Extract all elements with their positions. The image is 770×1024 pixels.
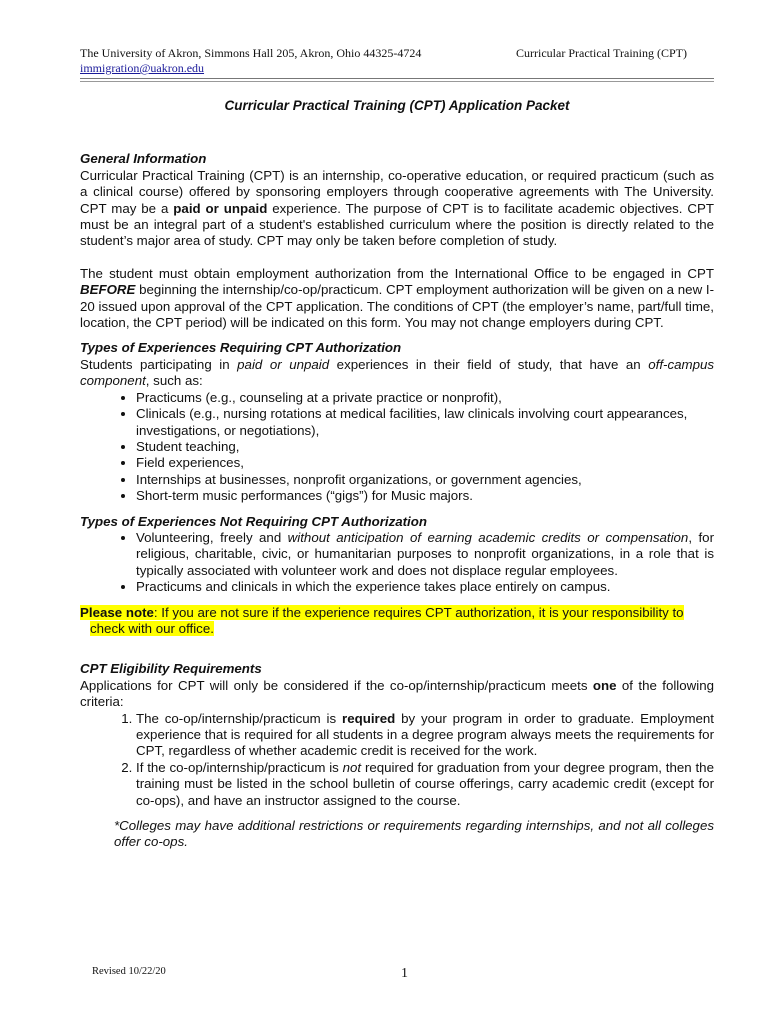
not-requiring-heading: Types of Experiences Not Requiring CPT Authorization [80,513,427,529]
text-run: , for religious, charitable, civic, or humanitarian purposes to nonprofit organizations, in a role that is typically associated with volunteer work and does not displace regular employees. [136,529,715,578]
list-item: • Clinicals (e.g., nursing rotations at medical facilities, law clinicals involving court appearances, investigations, or negotiations), [136,406,714,439]
list-item [136,760,714,809]
italic-text: not [342,759,362,775]
please-note-callout [80,605,714,638]
list-item: • Practicums and clinicals in which the experience takes place entirely on campus. [136,579,714,595]
italic-text: paid or unpaid [237,356,330,372]
list-item: • Field experiences, [136,455,714,471]
emphasis-text: required [342,710,396,726]
not-requiring-list [80,530,714,596]
list-item [136,711,714,760]
text-run: The student must obtain employment authorization from the International Office to be engaged in CPT [80,265,714,281]
note-label: Please note [80,604,154,620]
note-text: : If you are not sure if the experience requires CPT authorization, it is your responsibility to [153,604,684,620]
header-divider [80,78,714,82]
page-title: Curricular Practical Training (CPT) Application Packet [224,98,570,113]
list-item: • Short-term music performances (“gigs”) for Music majors. [136,488,714,504]
text-run: Volunteering, freely and [136,529,288,545]
text-run: Curricular Practical Training (CPT) is an internship, co-operative education, or required practicum (such as a clinical course) offered by sponsoring employers through cooperative agreements with The University. CPT may be a [80,167,714,216]
general-info-paragraph-1 [80,168,714,250]
revision-date: Revised 10/22/20 [92,966,166,977]
header-doc-label: Curricular Practical Training (CPT) [516,46,687,60]
text-run: If the co-op/internship/practicum is [136,759,343,775]
eligibility-intro [80,678,714,711]
text-run: , such as: [145,373,203,389]
italic-text: without anticipation of earning academic credits or compensation [287,529,689,545]
list-item [136,530,714,579]
emphasis-text: BEFORE [80,282,136,298]
italic-text: off-campus component [80,356,715,389]
requiring-list [80,390,714,505]
eligibility-list [80,711,714,809]
emphasis-text: one [592,677,617,693]
requiring-intro [80,357,714,390]
text-run: experiences in their field of study, that have an [329,356,649,372]
text-run: Applications for CPT will only be considered if the co-op/internship/practicum meets [80,677,593,693]
text-run: of the following criteria: [80,677,714,710]
text-run: Students participating in [80,356,238,372]
list-item: • Student teaching, [136,439,714,455]
text-run: beginning the internship/co-op/practicum. CPT employment authorization will be given on a new I-20 issued upon approval of the CPT application. The conditions of CPT (the employer’s name, part/full time, location, the CPT period) will be indicated on this form. You may not change employers during CPT. [80,282,714,331]
list-item: • Internships at businesses, nonprofit organizations, or government agencies, [136,472,714,488]
page-number: 1 [401,966,408,981]
list-item: • Practicums (e.g., counseling at a private practice or nonprofit), [136,390,714,406]
requiring-heading: Types of Experiences Requiring CPT Authorization [80,340,402,356]
text-run: required for graduation from your degree program, then the training must be listed in the school bulletin of course offerings, carry academic credit (except for co-ops), and have an instructor assigned to the course. [136,759,714,808]
emphasis-text: paid or unpaid [173,200,268,216]
document-body [80,98,714,851]
header-address-block [80,46,421,76]
general-info-paragraph-2 [80,266,714,332]
text-run: by your program in order to graduate. Employment experience that is required for all students in a degree program always meets the requirements for CPT, regardless of whether academic credit is received for the work. [136,710,715,759]
header-email-link[interactable]: immigration@uakron.edu [80,61,205,75]
colleges-footnote: *Colleges may have additional restrictions or requirements regarding internships, and not all colleges offer co-ops. [114,818,714,850]
note-text-continued: check with our office. [90,620,214,636]
text-run: The co-op/internship/practicum is [136,710,343,726]
text-run: experience. The purpose of CPT is to facilitate academic objectives. CPT must be an integral part of a student's established curriculum where the position is directly related to the student’s major area of study. CPT may only be taken before completion of study. [80,200,715,249]
general-info-heading: General Information [80,151,207,167]
eligibility-heading: CPT Eligibility Requirements [80,661,262,677]
header-address: The University of Akron, Simmons Hall 205, Akron, Ohio 44325-4724 [80,46,422,60]
